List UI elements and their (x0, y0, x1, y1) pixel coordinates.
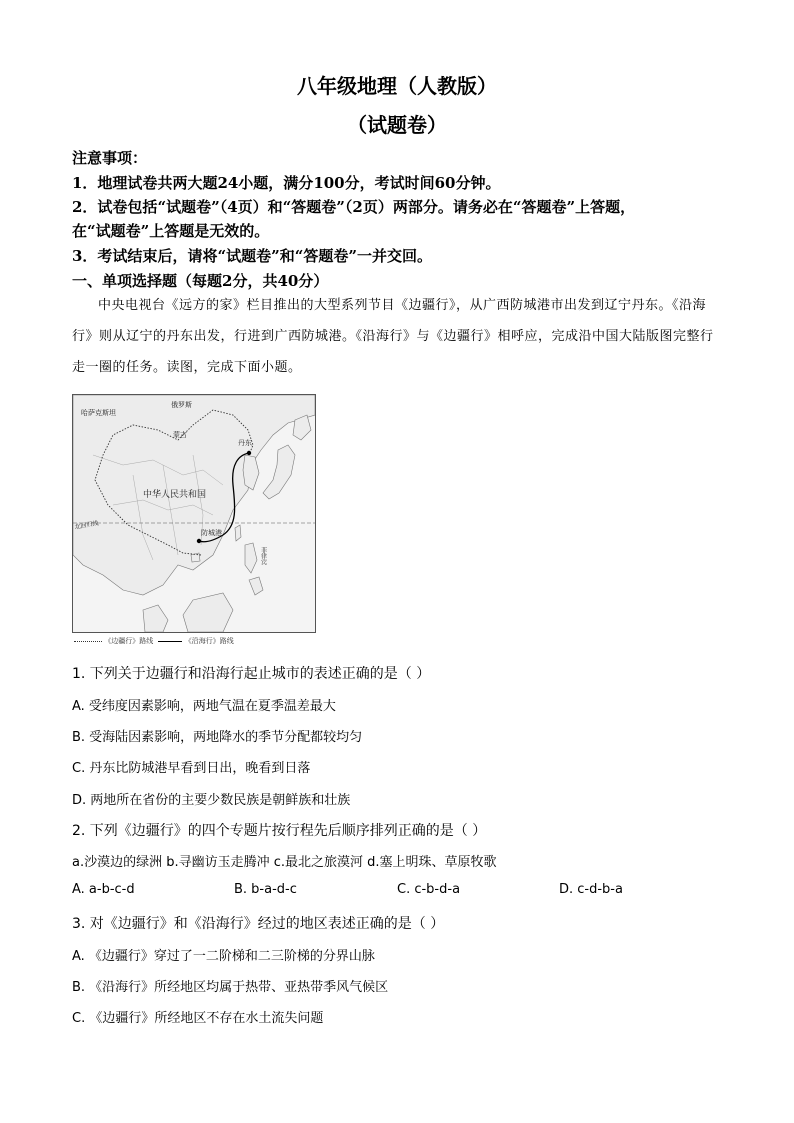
label-kazakhstan: 哈萨克斯坦 (81, 409, 116, 417)
question-2-items: a.沙漠边的绿洲 b.寻幽访玉走腾冲 c.最北之旅漠河 d.塞上明珠、草原牧歌 (72, 855, 497, 870)
question-2-option-c: C. c-b-d-a (397, 882, 461, 897)
page-title: 八年级地理（人教版） (297, 74, 497, 98)
legend-solid-line (158, 641, 182, 642)
question-2-option-d: D. c-d-b-a (559, 882, 623, 897)
label-fangchenggang: 防城港 (201, 529, 222, 537)
legend-dotted-line (74, 641, 102, 642)
label-dandong: 丹东 (238, 439, 252, 447)
section-heading: 一、单项选择题（每题2分，共40分） (72, 272, 329, 290)
label-mongolia: 蒙古 (173, 431, 187, 439)
map-legend (74, 636, 234, 646)
page-subtitle: （试题卷） (347, 113, 447, 137)
legend-coast-route: 《沿海行》路线 (184, 637, 234, 645)
question-3-stem: 3. 对《边疆行》和《沿海行》经过的地区表述正确的是（ ） (72, 916, 445, 932)
label-russia: 俄罗斯 (171, 401, 192, 409)
question-1-stem: 1. 下列关于边疆行和沿海行起止城市的表述正确的是（ ） (72, 666, 431, 682)
legend-border-route: 《边疆行》路线 (104, 637, 154, 645)
question-3-option-a: A. 《边疆行》穿过了一二阶梯和二三阶梯的分界山脉 (72, 949, 375, 964)
question-2-stem: 2. 下列《边疆行》的四个专题片按行程先后顺序排列正确的是（ ） (72, 823, 487, 839)
route-map-graphic (73, 395, 315, 632)
reading-passage: 中央电视台《远方的家》栏目推出的大型系列节目《边疆行》，从广西防城港市出发到辽宁丹东。《沿海行》则从辽宁的丹东出发，行进到广西防城港。《沿海行》与《边疆行》相呼应，完成沿中国大陆版图完整行走一圈的任务。读图，完成下面小题。 (72, 298, 714, 375)
label-philippines: 菲律宾 (259, 547, 267, 565)
question-3-option-c: C. 《边疆行》所经地区不存在水土流失问题 (72, 1011, 324, 1026)
note-item-1: 1．地理试卷共两大题24小题，满分100分，考试时间60分钟。 (72, 174, 501, 192)
note-item-3: 3．考试结束后，请将“试题卷”和“答题卷”一并交回。 (72, 247, 432, 265)
note-item-2: 2．试卷包括“试题卷”（4页）和“答题卷”（2页）两部分。请务必在“答题卷”上答题， (72, 198, 636, 216)
question-1-option-b: B. 受海陆因素影响，两地降水的季节分配都较均匀 (72, 730, 363, 745)
question-2-option-b: B. b-a-d-c (234, 882, 297, 897)
notes-heading: 注意事项： (72, 149, 148, 167)
question-2-option-a: A. a-b-c-d (72, 882, 135, 897)
question-1-option-d: D. 两地所在省份的主要少数民族是朝鲜族和壮族 (72, 793, 351, 808)
label-prc: 中华人民共和国 (143, 490, 207, 500)
question-1-option-a: A. 受纬度因素影响，两地气温在夏季温差最大 (72, 699, 336, 714)
question-1-option-c: C. 丹东比防城港早看到日出，晚看到日落 (72, 761, 311, 776)
route-map (72, 394, 316, 633)
label-tropic: 北回归线 (74, 519, 99, 531)
note-item-2-cont: 在“试题卷”上答题是无效的。 (72, 222, 270, 240)
question-3-option-b: B. 《沿海行》所经地区均属于热带、亚热带季风气候区 (72, 980, 389, 995)
